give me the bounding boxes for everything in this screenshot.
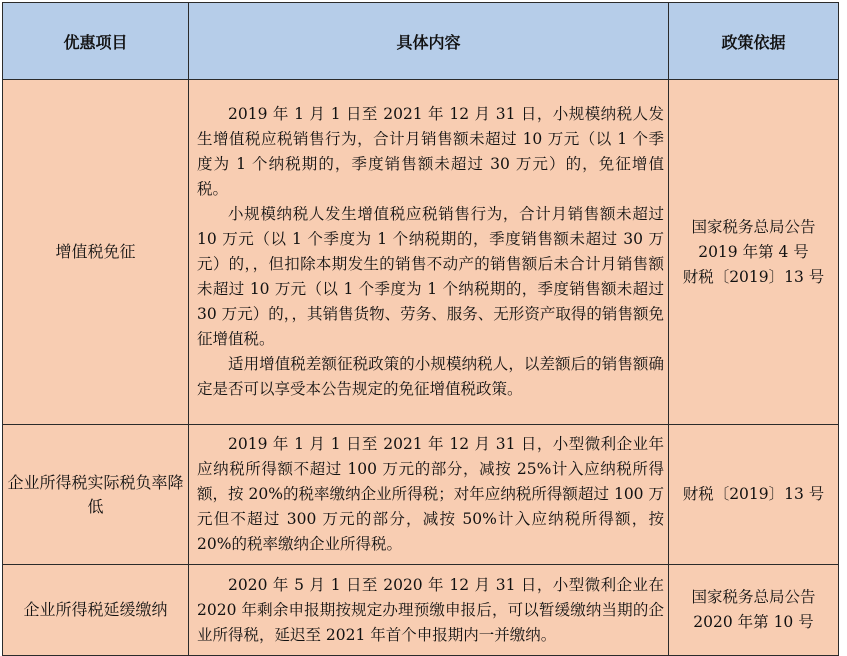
basis-cell	[669, 80, 839, 425]
table-header-row	[3, 3, 839, 80]
content-cell	[189, 80, 669, 425]
content-cell	[189, 425, 669, 565]
basis-line: 国家税务总局公告	[691, 217, 816, 236]
basis-line: 财税〔2019〕13 号	[682, 267, 825, 286]
item-cell: 增值税免征	[3, 80, 189, 425]
content-paragraph: 2019 年 1 月 1 日至 2021 年 12 月 31 日，小型微利企业年应纳税所得额不超过 100 万元的部分，减按 25%计入应纳税所得额，按 20%的税率缴纳企业所得税；对年应纳税所得额超过 100 万元但不超过 300 万元的部分，减按 50%计入应纳税所得额，按 20%的税率缴纳企业所得税。	[197, 435, 664, 553]
header-content: 具体内容	[189, 3, 669, 80]
header-item: 优惠项目	[3, 3, 189, 80]
basis-cell	[669, 565, 839, 656]
basis-line: 财税〔2019〕13 号	[682, 485, 825, 503]
content-paragraph: 小规模纳税人发生增值税应税销售行为，合计月销售额未超过 10 万元（以 1 个季度为 1 个纳税期的，季度销售额未超过 30 万元）的，，但扣除本期发生的销售不动产的销售额后未合计月销售额未超过 10 万元（以 1 个季度为 1 个纳税期的，季度销售额未超过 30 万元）的，，其销售货物、劳务、服务、无形资产取得的销售额免征增值税。	[197, 205, 664, 348]
content-cell	[189, 565, 669, 656]
basis-line: 2020 年第 10 号	[693, 613, 814, 631]
content-paragraph: 适用增值税差额征税政策的小规模纳税人，以差额后的销售额确定是否可以享受本公告规定的免征增值税政策。	[197, 355, 664, 398]
basis-cell	[669, 425, 839, 565]
table-row-cit-deferral	[3, 565, 839, 656]
content-paragraph: 2020 年 5 月 1 日至 2020 年 12 月 31 日，小型微利企业在 2020 年剩余申报期按规定办理预缴申报后，可以暂缓缴纳当期的企业所得税，延迟至 2021 年首个申报期内一并缴纳。	[197, 575, 664, 644]
tax-policy-table	[2, 2, 839, 656]
basis-line: 国家税务总局公告	[691, 588, 816, 606]
table-row-cit-reduction	[3, 425, 839, 565]
item-cell: 企业所得税实际税负率降低	[3, 425, 189, 565]
basis-line: 2019 年第 4 号	[698, 242, 809, 261]
table-row-vat-exemption	[3, 80, 839, 425]
header-basis: 政策依据	[669, 3, 839, 80]
item-cell: 企业所得税延缓缴纳	[3, 565, 189, 656]
content-paragraph: 2019 年 1 月 1 日至 2021 年 12 月 31 日，小规模纳税人发生增值税应税销售行为，合计月销售额未超过 10 万元（以 1 个季度为 1 个纳税期的，季度销售额未超过 30 万元）的，免征增值税。	[197, 105, 664, 198]
policy-table-container	[2, 2, 838, 656]
